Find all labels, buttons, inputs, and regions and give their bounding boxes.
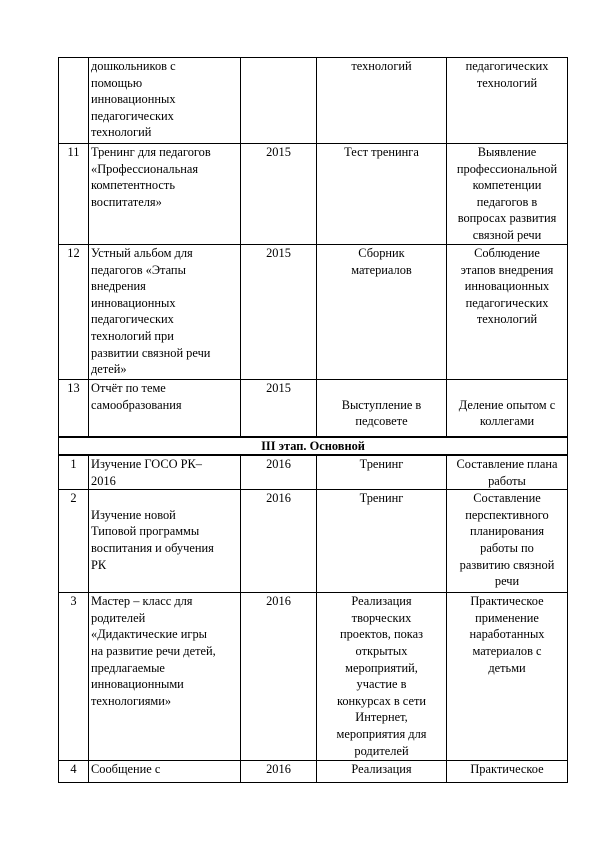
event-name-line xyxy=(91,490,238,507)
event-result-line xyxy=(449,380,565,397)
event-result-line: применение xyxy=(475,610,539,625)
event-form-line: Тренинг xyxy=(359,491,404,506)
event-result-line: технологий xyxy=(476,75,538,90)
stage-header-row xyxy=(59,437,568,456)
event-result-line: Составление xyxy=(473,491,541,506)
event-name-line: педагогических xyxy=(91,312,174,327)
event-name-line: инновационными xyxy=(91,677,184,692)
event-name xyxy=(89,490,241,593)
event-year: 2015 xyxy=(241,380,317,437)
row-number: 12 xyxy=(59,245,89,380)
event-name-line: «Профессиональная xyxy=(91,161,199,176)
row-number: 3 xyxy=(59,593,89,761)
event-name-line: педагогических xyxy=(91,108,174,123)
event-name xyxy=(89,455,241,490)
event-year xyxy=(241,58,317,144)
event-form-line: открытых xyxy=(355,644,408,659)
event-result-line: Практическое xyxy=(470,762,544,777)
event-year: 2016 xyxy=(241,593,317,761)
row-number xyxy=(59,58,89,144)
event-name-line: Устный альбом для xyxy=(91,246,193,260)
table-row xyxy=(59,144,568,245)
event-year: 2016 xyxy=(241,761,317,783)
event-name-line: педагогов «Этапы xyxy=(91,262,186,277)
event-result-line: инновационных xyxy=(464,279,550,294)
table-row xyxy=(59,761,568,783)
event-form xyxy=(317,490,447,593)
event-result xyxy=(447,490,568,593)
event-name-line: Типовой программы xyxy=(91,524,200,539)
event-result-line: Выявление xyxy=(477,145,537,159)
event-form xyxy=(317,455,447,490)
event-name-line: Мастер – класс для xyxy=(91,594,193,609)
event-result-line: детьми xyxy=(488,660,526,675)
table-row xyxy=(59,593,568,761)
table-body xyxy=(59,58,568,783)
event-name-line: самообразования xyxy=(91,397,182,412)
event-form-line: конкурсах в сети xyxy=(336,693,427,708)
event-form xyxy=(317,593,447,761)
event-form-line: мероприятия для xyxy=(336,727,427,742)
event-year: 2015 xyxy=(241,245,317,380)
event-form xyxy=(317,245,447,380)
event-name-line: дошкольников с xyxy=(91,59,176,73)
row-number: 4 xyxy=(59,761,89,783)
row-number: 11 xyxy=(59,144,89,245)
event-name xyxy=(89,761,241,783)
event-year: 2016 xyxy=(241,455,317,490)
event-name-line: Изучение ГОСО РК– xyxy=(91,457,202,472)
event-form-line: Тест тренинга xyxy=(344,145,419,159)
event-name-line: инновационных xyxy=(91,92,176,107)
event-form-line: педсовете xyxy=(355,414,408,429)
event-result-line: речи xyxy=(494,574,520,589)
event-form-line xyxy=(319,380,444,397)
event-form-line: мероприятий, xyxy=(345,660,418,675)
event-name-line: технологий при xyxy=(91,328,174,343)
event-result-line: Практическое xyxy=(470,594,544,609)
event-name xyxy=(89,58,241,144)
event-form-line: творческих xyxy=(351,610,412,625)
event-name-line: Тренинг для педагогов xyxy=(91,145,211,159)
event-form-line: Тренинг xyxy=(359,457,404,472)
event-form xyxy=(317,761,447,783)
event-name-line: внедрения xyxy=(91,279,146,294)
event-result-line: профессиональной xyxy=(456,161,558,176)
event-result xyxy=(447,245,568,380)
event-result-line: работы по xyxy=(480,541,534,556)
event-name xyxy=(89,144,241,245)
table-row xyxy=(59,380,568,437)
event-result-line: связной речи xyxy=(472,227,542,242)
event-name-line: помощью xyxy=(91,75,143,90)
event-result-line: педагогов в xyxy=(476,194,538,209)
event-name-line: технологиями» xyxy=(91,693,172,708)
event-name-line: инновационных xyxy=(91,295,176,310)
event-form-line: Интернет, xyxy=(355,710,408,725)
row-number: 13 xyxy=(59,380,89,437)
event-name-line: воспитания и обучения xyxy=(91,541,214,556)
event-result xyxy=(447,380,568,437)
event-form-line: Реализация xyxy=(351,762,412,777)
event-form xyxy=(317,144,447,245)
event-result-line: развитию связной xyxy=(459,557,555,572)
event-name-line: детей» xyxy=(91,362,127,377)
event-result xyxy=(447,144,568,245)
event-result-line: педагогических xyxy=(465,295,549,310)
event-name-line: Изучение новой xyxy=(91,507,176,522)
event-name xyxy=(89,245,241,380)
event-name-line: технологий xyxy=(91,125,152,140)
event-name-line: Сообщение с xyxy=(91,762,161,777)
event-result-line: этапов внедрения xyxy=(460,262,554,277)
event-year: 2016 xyxy=(241,490,317,593)
event-form-line: Реализация xyxy=(351,594,412,609)
event-form-line: родителей xyxy=(354,743,409,758)
table-row xyxy=(59,245,568,380)
event-result xyxy=(447,761,568,783)
event-name-line: Отчёт по теме xyxy=(91,381,166,395)
event-result-line: материалов с xyxy=(472,644,542,659)
event-name-line: 2016 xyxy=(91,473,116,488)
event-name-line: на развитие речи детей, xyxy=(91,644,216,659)
event-name-line: РК xyxy=(91,557,107,572)
event-result-line: педагогических xyxy=(465,59,549,73)
event-result-line: Деление опытом с xyxy=(458,397,556,412)
event-result-line: Составление плана xyxy=(456,457,558,472)
table-row xyxy=(59,490,568,593)
event-name-line: родителей xyxy=(91,610,146,625)
event-form-line: Сборник xyxy=(358,246,405,260)
event-form-line: проектов, показ xyxy=(339,627,424,642)
event-form-line: Выступление в xyxy=(341,397,422,412)
event-result-line: работы xyxy=(488,473,526,488)
event-name xyxy=(89,593,241,761)
table-row xyxy=(59,58,568,144)
event-form xyxy=(317,380,447,437)
event-result-line: Соблюдение xyxy=(474,246,540,260)
work-plan-table xyxy=(58,57,568,783)
table-row xyxy=(59,455,568,490)
event-name-line: развитии связной речи xyxy=(91,345,211,360)
event-result xyxy=(447,58,568,144)
event-name-line: компетентность xyxy=(91,178,175,193)
event-result xyxy=(447,455,568,490)
event-result-line: компетенции xyxy=(472,178,542,193)
event-name-line: воспитателя» xyxy=(91,194,162,209)
event-result-line: наработанных xyxy=(469,627,545,642)
event-result xyxy=(447,593,568,761)
event-result-line: планирования xyxy=(469,524,545,539)
row-number: 1 xyxy=(59,455,89,490)
event-name-line: предлагаемые xyxy=(91,660,165,675)
event-form xyxy=(317,58,447,144)
event-name-line: «Дидактические игры xyxy=(91,627,208,642)
event-result-line: перспективного xyxy=(465,507,549,522)
event-result-line: технологий xyxy=(476,312,538,327)
event-form-line: материалов xyxy=(351,262,412,277)
row-number: 2 xyxy=(59,490,89,593)
event-year: 2015 xyxy=(241,144,317,245)
event-form-line: технологий xyxy=(351,59,412,73)
event-result-line: вопросах развития xyxy=(457,211,557,226)
event-form-line: участие в xyxy=(356,677,407,692)
event-result-line: коллегами xyxy=(479,414,535,429)
event-name xyxy=(89,380,241,437)
stage-title: III этап. Основной xyxy=(59,437,568,456)
